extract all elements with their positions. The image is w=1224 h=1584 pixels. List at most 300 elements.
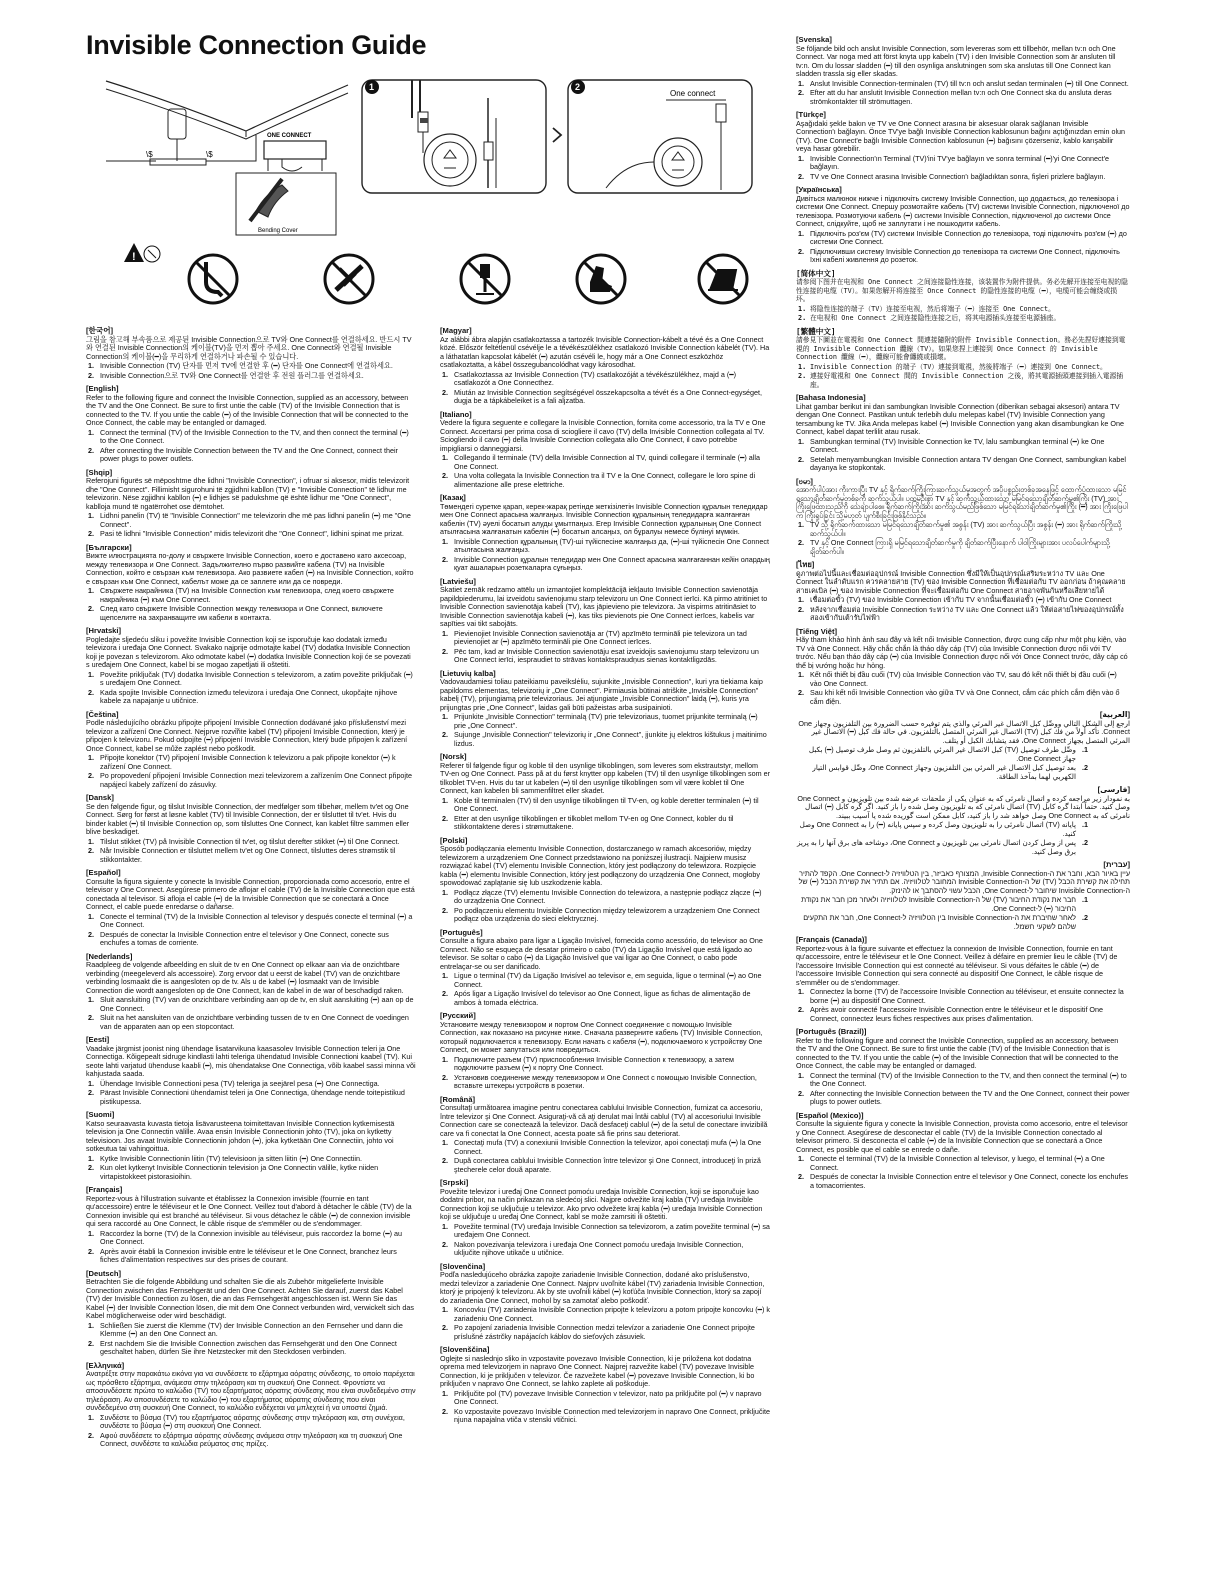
language-section <box>440 1179 770 1258</box>
language-heading: [Bahasa Indonesia] <box>796 393 866 402</box>
step-text: Connect the terminal (TV) of the Invisible Connection to the TV, and then connect the terminal (━) to the One Connect. <box>100 427 409 445</box>
step-list <box>440 1056 770 1091</box>
step-text: Prijunkite „Invisible Connection" terminalą (TV) prie televizoriaus, tuomet prijunkite terminalą (━) prie „One Connect". <box>454 712 758 730</box>
step-number: 2. <box>88 1246 94 1256</box>
language-heading: [简体中文] <box>796 268 836 278</box>
step-list <box>86 913 416 948</box>
step-item <box>440 990 770 1007</box>
language-section <box>796 1112 1130 1191</box>
step-item <box>796 596 1130 605</box>
step-item <box>440 1324 770 1341</box>
step-list <box>440 1306 770 1341</box>
step-number: 1. <box>88 1078 94 1088</box>
step-item <box>86 838 416 847</box>
step-text: Povežite priključak (TV) dodatka Invisible Connection s televizorom, a zatim povežite priključak (━) s uređajem One Connect. <box>100 669 413 687</box>
step-number: 1. <box>442 453 448 462</box>
no-pulling-icon <box>458 252 512 306</box>
text-column-3 <box>796 36 1130 1195</box>
language-heading: [עברית] <box>1103 860 1130 869</box>
step-item <box>86 530 416 539</box>
step-text: Αφού συνδέσετε το εξάρτημα αόρατης σύνδεσης ανάμεσα στην τηλεόραση και τη συσκευή One Connect, συνδέστε τα καλώδια ρεύματος στις πρίζες. <box>100 1430 403 1448</box>
step-number: 2. <box>798 171 804 181</box>
language-heading: [Norsk] <box>440 752 467 761</box>
instruction-paragraph: Aşağıdaki şekle bakın ve TV ve One Connect arasına bir aksesuar olarak sağlanan Invisible Connection'ı bağlayın. Önce TV'ye bağlı Invisible Connection kablosunun bağını açtığınızdan emin olun (TV). One Connect'e bağlı Invisible Connection kablosunun (━) bağısını çözerseniz, kablo karışabilir veya hasar görebilir. <box>796 118 1126 153</box>
step-item <box>86 1414 416 1431</box>
step-number: 1. <box>798 304 807 313</box>
step-text: Conecte el terminal (TV) de la Invisible Connection al televisor, y luego, el terminal (━) a One Connect. <box>810 1154 1105 1172</box>
step-text: Tilslut stikket (TV) på Invisible Connection til tv'et, og tilslut derefter stikket (━) til One Connect. <box>100 836 400 846</box>
step-list <box>440 972 770 1007</box>
step-text: Ühendage Invisible Connectioni pesa (TV) teleriga ja seejärel pesa (━) One Connectiga. <box>100 1078 380 1088</box>
step-item <box>86 847 416 864</box>
language-section <box>86 711 416 790</box>
instruction-paragraph: Consulte la siguiente figura y conecte la Invisible Connection, provista como accesorio, entre el televisor y One Connect. Asegúrese de desconectar el cable (TV) de la Invisible Connection conectado al televisor primero. Si desconecta el cable (━) de la Invisible Connection que se conectará a Once Connect, es posible que el cable se enrede o dañe. <box>796 1119 1128 1154</box>
step-item <box>796 173 1130 182</box>
step-number: 2. <box>442 646 448 656</box>
language-heading: [English] <box>86 384 119 393</box>
step-text: Miután az Invisible Connection segítségével összekapcsolta a tévét és a One Connect-egységet, dugja be a tápkábeleiket is a fali aljzatba. <box>454 387 763 405</box>
chevron-right-icon <box>550 125 564 145</box>
step-item <box>440 1390 770 1407</box>
language-section <box>796 478 1130 557</box>
step-number: 1. <box>442 1054 448 1064</box>
step-item <box>440 1074 770 1091</box>
step-number: 1. <box>442 1138 448 1147</box>
language-heading: [Slovenčina] <box>440 1261 486 1271</box>
step-text: חבר את נקודת החיבור (TV) של ה-Invisible Connection לטלוויזיה ולאחר מכן חבר את נקודת החיבור (━) ל-One Connect. <box>801 895 1076 913</box>
language-heading: [Shqip] <box>86 467 113 477</box>
step-item <box>86 931 416 948</box>
step-list <box>440 454 770 489</box>
step-text: Povežite terminal (TV) uređaja Invisible Connection sa televizorom, a zatim povežite terminal (━) sa uređajem One Connect. <box>454 1221 770 1239</box>
language-heading: [Español (Mexico)] <box>796 1110 864 1120</box>
step-list <box>86 838 416 865</box>
language-section <box>796 328 1130 390</box>
step-text: TV နှင့် One Connect ကြားရှိ မမြင်ရသောချိတ်ဆက်မှုကို ချိတ်ဆက်ပြီးနောက် ပါဝါကြိုးများအား ပလပ်ပေါက်များသို့ ချိတ်ဆက်ပါ။ <box>810 538 1110 556</box>
step-item <box>796 988 1130 1005</box>
step-item <box>796 1090 1130 1107</box>
step-list <box>796 1155 1130 1190</box>
step-number: 1. <box>798 1070 804 1080</box>
step-number: 2. <box>798 1005 804 1014</box>
step-number: 2. <box>798 688 804 697</box>
step-text: Invisible Connection құралының (TV)-ші түйіспесіне жалғаңыз да, (━)-ші түйіспесін One Connect атылғасына жалғаңыз. <box>454 536 769 554</box>
step-text: Conectaţi mufa (TV) a conexiunii Invisible Connection la televizor, apoi conectaţi mufa (━) la One Connect. <box>454 1138 762 1156</box>
step-text: TV သို့ ရိုက်ဆက်ထားသော မမြင်ရသောချိတ်ဆက်မှု၏ အစွန်း (TV) အား ဆက်သွယ်ပြီး အစွန်း (━) အား ရိုက်ဆက်ကြိုးသို့ ဆက်သွယ်ပါ။ <box>810 520 1122 538</box>
language-section <box>796 186 1130 265</box>
step-item <box>796 839 1090 856</box>
language-heading: [Deutsch] <box>86 1268 122 1278</box>
step-text: Koble til terminalen (TV) til den usynlige tilkoblingen til TV-en, og koble deretter terminalen (━) til One Connect. <box>454 795 759 813</box>
language-heading: [Tiếng Việt] <box>796 626 838 636</box>
step-number: 1. <box>442 628 448 638</box>
text-column-2 <box>440 327 770 1430</box>
instruction-paragraph: Vadovaudamiesi toliau pateikiamu paveikslėliu, sujunkite „Invisible Connection", kuri yra tiekiama kaip papildoms elementas, televizorių ir „One Connect". Pirmiausia būtinai atriškite „Invisible Connection" kabelį (TV), prijungiamą prie televizoriaus. Jei atjungiate „Invisible Connection" laidą (━), kuris yra prijungtas prie „One Connect", laidas gali būti pažeistas arba susipainioti. <box>440 677 763 712</box>
step-number: 1. <box>1082 895 1088 904</box>
language-section <box>796 786 1130 856</box>
step-text: After connecting the Invisible Connection between the TV and the One Connect, connect their power plugs to power outlets. <box>100 445 398 463</box>
language-section <box>440 753 770 832</box>
language-heading: [فارسی] <box>1097 785 1130 794</box>
step-item <box>796 689 1130 706</box>
step-list <box>440 1223 770 1258</box>
step-text: Après avoir connecté l'accessoire Invisible Connection entre le téléviseur et le dispositif One Connect, connectez leurs fiches respectives aux prises d'alimentation. <box>810 1005 1104 1023</box>
step-text: 将隐性连接的端子（TV）连接至电视，然后将端子（━）连接至 One Connect。 <box>810 304 1055 313</box>
step-text: หลังจากเชื่อมต่อ Invisible Connection ระหว่าง TV และ One Connect แล้ว ให้ต่อสายไฟของอุปกรณ์ทั้งสองเข้ากับเต้ารับไฟฟ้า <box>810 604 1124 622</box>
step-text: Po zapojení zariadenia Invisible Connection medzi televízor a zariadenie One Connect pripojte príslušné zástrčky napájacích káblov do sieťových zásuviek. <box>454 1323 755 1341</box>
step-list <box>440 371 770 406</box>
step-item <box>440 1223 770 1240</box>
step-number: 2. <box>88 1430 94 1440</box>
step-item <box>796 1155 1130 1172</box>
step-text: Kun olet kytkenyt Invisible Connectionin television ja One Connectin välille, kytke niiden virtapistokkeet pistorasioihin. <box>100 1163 379 1181</box>
step-item <box>796 438 1130 455</box>
step-item <box>86 1432 416 1449</box>
step-list <box>796 305 1130 323</box>
language-section <box>796 711 1130 781</box>
step-list <box>440 1139 770 1174</box>
step-item <box>796 896 1090 913</box>
step-item <box>86 372 416 381</box>
step-number: 2. <box>798 246 804 256</box>
instruction-paragraph: 請參見下圖並在電視和 One Connect 間連接隨附的附件 Invisible Connection。務必先捏好連接到電視的 Invisible Connection 纜線（TV）。如果您捏上連接到 Once Connect 的 Invisible Connection 纜線（━），纜線可能會纏繞或損壞。 <box>796 336 1126 361</box>
step-text: Connect the terminal (TV) of the Invisible Connection to the TV, and then connect the terminal (━) to the One Connect. <box>810 1070 1127 1088</box>
step-number: 1. <box>88 911 94 921</box>
step-number: 1. <box>88 1153 94 1163</box>
step-number: 2. <box>88 846 94 855</box>
step-number: 1. <box>88 995 94 1004</box>
step-number: 1. <box>798 362 807 371</box>
step-number: 2. <box>88 370 94 380</box>
step-list <box>796 80 1130 107</box>
step-text: เชื่อมต่อขั้ว (TV) ของ Invisible Connection เข้ากับ TV จากนั้นเชื่อมต่อขั้ว (━) เข้ากับ One Connect <box>810 595 1112 604</box>
step-item <box>796 746 1090 763</box>
step-text: Po propovedení připojení Invisible Connection mezi televizorem a zařízením One Connect připojte napájecí kabely zařízení do zásuvky. <box>100 771 413 789</box>
step-number: 1. <box>442 795 448 805</box>
step-text: Установив соединение между телевизором и One Connect с помощью Invisible Connection, вставьте штекеры устройств в розетки. <box>454 1072 757 1090</box>
step-number: 1. <box>88 1320 94 1330</box>
step-number: 1. <box>798 987 804 996</box>
step-number: 2. <box>798 1088 804 1098</box>
step-text: Csatlakoztassa az Invisible Connection (TV) csatlakozóját a tévékészülékhez, majd a (━) csatlakozót a One Connecthez. <box>454 369 736 387</box>
step-text: Invisible Connection으로 TV와 One Connect를 연결한 후 전원 플러그를 연결하세요. <box>100 370 364 380</box>
instruction-paragraph: Refer to the following figure and connect the Invisible Connection, supplied as an accessory, between the TV and the One Connect. Be sure to first untie the cable (TV) of the Invisible Connection that is connected to the TV. If you untie the cable (━) of the Invisible Connection that will be connected to the Once Connect, the cable may be entangled or damaged. <box>86 392 409 427</box>
step-item <box>796 305 1130 314</box>
step-item <box>86 913 416 930</box>
instruction-paragraph: Pogledajte sljedeću sliku i povežite Invisible Connection koji se isporučuje kao dodatak između televizora i uređaja One Connect. Svakako najprije odmotajte kabel (TV) dodatka Invisible Connection koji je povezan s televizorom. Ako odmotate kabel (━) dodatka Invisible Connection koji će se povezati s uređajem One Connect, kabel bi se mogao zapetljati ili oštetiti. <box>86 634 411 669</box>
step-number: 1. <box>88 753 94 762</box>
language-section <box>440 1263 770 1342</box>
step-number: 1. <box>442 712 448 721</box>
instruction-paragraph: Hãy tham khảo hình ảnh sau đây và kết nối Invisible Connection, được cung cấp như một phụ kiện, vào TV và One Connect. Hãy chắc chắn là tháo dây cáp (TV) của Invisible Connection được nối với TV trước. Nếu bạn tháo dây cáp (━) của Invisible Connection được nối với Once Connect trước, dây cáp có thể bị vướng hoặc hư hỏng. <box>796 635 1128 670</box>
language-heading: [Nederlands] <box>86 951 133 961</box>
language-heading: [Slovenščina] <box>440 1345 490 1354</box>
step-list <box>796 988 1130 1023</box>
step-item <box>86 1248 416 1265</box>
step-item <box>796 80 1130 89</box>
step-item <box>86 605 416 622</box>
step-text: Συνδέστε το βύσμα (TV) του εξαρτήματος αόρατης σύνδεσης στην τηλεόραση και, στη συνέχεια, συνδέστε το βύσμα (━) στη συσκευή One Connect. <box>100 1412 405 1430</box>
language-section <box>440 1012 770 1091</box>
step-text: Po podłączeniu elementu Invisible Connection między telewizorem a urządzeniem One Connect podłącz oba urządzenia do sieci elektrycznej. <box>454 905 760 923</box>
step-item <box>796 1072 1130 1089</box>
language-section <box>440 327 770 406</box>
instruction-paragraph: Consulte a figura abaixo para ligar a Ligação Invisível, fornecida como acessório, do televisor ao One Connect. Não se esqueça de desatar primeiro o cabo (TV) da Ligação Invisível que está ligado ao televisor. Se soltar o cabo (━) da Ligação Invisível que vai ligar ao One Connect, o cabo pode entrelaçar-se ou ser danificado. <box>440 936 763 971</box>
step-number: 2. <box>442 730 448 739</box>
step-text: Invisible Connection 的端子（TV）連接到電視，然後將端子（━）連接到 One Connect。 <box>810 362 1107 371</box>
step-item <box>796 314 1130 323</box>
language-heading: [Lietuvių kalba] <box>440 668 496 678</box>
step-list <box>796 230 1130 265</box>
language-section <box>796 628 1130 707</box>
step-item <box>440 889 770 906</box>
language-section <box>440 411 770 490</box>
connection-diagram <box>86 75 356 237</box>
step-item <box>796 764 1090 781</box>
language-heading: [Suomi] <box>86 1110 115 1119</box>
step-item <box>440 815 770 832</box>
language-heading: [Srpski] <box>440 1178 469 1187</box>
step-number: 2. <box>442 1156 448 1165</box>
step-text: Pasi të lidhni "Invisible Connection" midis televizorit dhe "One Connect", lidhini spinat me prizat. <box>100 529 404 538</box>
step-list <box>796 671 1130 706</box>
step-number: 1. <box>88 669 94 679</box>
svg-text:\$: \$ <box>206 150 213 159</box>
step-item <box>86 362 416 371</box>
step-number: 2. <box>1082 913 1088 922</box>
language-section <box>86 327 416 380</box>
no-placing-objects-icon <box>696 252 750 306</box>
step-list <box>86 1080 416 1107</box>
language-heading: [Русский] <box>440 1011 476 1020</box>
step-text: وصِّل طرف توصيل (TV) كبل الاتصال غير المرئي بالتلفزيون ثم وصل طرف توصيل (━) بكبل جهاز One Connect. <box>808 745 1076 763</box>
step-list <box>86 1414 416 1449</box>
language-section <box>86 1111 416 1181</box>
step-item <box>440 389 770 406</box>
step-text: Koncovku (TV) zariadenia Invisible Connection pripojte k televízoru a potom pripojte koncovku (━) k zariadeniu One Connect. <box>454 1305 770 1323</box>
step-text: Invisible Connection (TV) 단자를 먼저 TV에 연결한 후 (━) 단자를 One Connect에 연결하세요. <box>100 361 393 370</box>
step-item <box>440 538 770 555</box>
step1-diagram <box>360 78 548 195</box>
step-text: Após ligar a Ligação Invisível do televisor ao One Connect, ligue as fichas de alimentação de ambos à tomada eléctrica. <box>454 989 751 1007</box>
language-section <box>796 36 1130 106</box>
step-list <box>440 889 770 924</box>
instruction-paragraph: Podľa nasledujúceho obrázka zapojte zariadenie Invisible Connection, dodané ako príslušenstvo, medzi televízor a zariadenie One Connect. Najprv uvoľnite kábel (TV) zariadenia Invisible Connection, ktorý je pripojený k televízoru. Ak by ste uvoľnili kábel (━) koťúča Invisible Connection, ktorý sa zapojí do zariadenia One Connect, mohol by sa zamotať alebo poškodiť. <box>440 1270 765 1305</box>
step-number: 2. <box>442 1406 448 1416</box>
step-item <box>796 230 1130 247</box>
step-item <box>796 372 1130 389</box>
step-number: 2. <box>798 538 804 547</box>
step-list <box>796 596 1130 623</box>
language-heading: [Čeština] <box>86 709 119 719</box>
step-number: 2. <box>798 454 804 464</box>
step-text: Conecte el terminal (TV) de la Invisible Connection al televisor y después conecte el terminal (━) a One Connect. <box>100 911 413 929</box>
step-text: Invisible Connection құралын теледидар мен One Connect арасына жалғағаннан кейін олардың қуат ашаларын розеткаларға сұғыңыз. <box>454 554 770 572</box>
instruction-paragraph: Vedere la figura seguente e collegare la Invisible Connection, fornita come accessorio, tra la TV e One Connect. Accertarsi per prima cosa di sciogliere il cavo (TV) della Invisible Connection collegata al TV. Sciogliendo il cavo (━) della Invisible Connection collegata allo One Connect, il cavo potrebbe impigliarsi o danneggiarsi. <box>440 418 766 453</box>
instruction-paragraph: Katso seuraavasta kuvasta tietoja lisävarusteena toimitettavan Invisible Connection kytkemisestä television ja One Connectin välille. Avaa ensin Invisible Connectionin johto (TV), joka on kytketty televisioon. Jos avaat Invisible Connectionin johdon (━), joka kytketään One Connectiin, johto voi sotkeutua tai vahingoittua. <box>86 1118 395 1153</box>
language-section <box>796 561 1130 623</box>
step-text: Pievienojiet Invisible Connection savienotāja ar (TV) apzīmēto termināli pie televizora un tad pievienojiet ar (━) apzīmēto termināli pie One Connect ierīces. <box>454 628 747 646</box>
instruction-paragraph: Raadpleeg de volgende afbeelding en sluit de tv en One Connect op elkaar aan via de onzichtbare verbinding (meegeleverd als accessoire). Zorg ervoor dat u eerst de kabel (TV) van de onzichtbare verbinding losmaakt die is aangesloten op de tv. Als u de kabel (━) losmaakt van de Invisible Connection die wordt aangesloten op de One Connect, kan de kabel in de war of beschadigd raken. <box>86 960 404 995</box>
language-section <box>86 1036 416 1106</box>
step-item <box>440 371 770 388</box>
language-section <box>796 111 1130 181</box>
language-section <box>796 394 1130 473</box>
step-number: 2. <box>798 604 804 614</box>
step-list <box>86 362 416 380</box>
step-list <box>86 671 416 706</box>
step-text: Schließen Sie zuerst die Klemme (TV) der Invisible Connection an den Fernseher und dann die Klemme (━) an den One Connect an. <box>100 1320 403 1338</box>
language-section <box>796 270 1130 323</box>
no-stepping-icon <box>574 252 628 306</box>
step-text: Raccordez la borne (TV) de la Connexion invisible au téléviseur, puis raccordez la borne (━) au One Connect. <box>100 1228 402 1246</box>
one-connect-box-label: One connect <box>670 89 716 98</box>
step-number: 1. <box>442 1221 448 1231</box>
step-item <box>440 472 770 489</box>
step-list <box>86 512 416 539</box>
step-text: Erst nachdem Sie die Invisible Connection zwischen das Fernsehgerät und den One Connect geschaltet haben, dürfen Sie ihre Netzstecker mit den Steckdosen verbinden. <box>100 1338 397 1356</box>
step-text: Ko vzpostavite povezavo Invisible Connection med televizorjem in napravo One Connect, priključite njuna napajalna vtiča v stenski vtičnici. <box>454 1406 771 1424</box>
step-list <box>796 155 1130 182</box>
step-item <box>796 914 1090 931</box>
step-number: 2. <box>442 1323 448 1332</box>
step-list <box>440 713 770 748</box>
step-number: 2. <box>798 314 807 322</box>
step-item <box>86 1014 416 1031</box>
step-text: Sambungkan terminal (TV) Invisible Connection ke TV, lalu sambungkan terminal (━) ke One Connect. <box>810 436 1105 454</box>
step-item <box>796 539 1130 556</box>
step-text: Etter at den usynlige tilkoblingen er tilkoblet mellom TV-en og One Connect, kobler du til stikkontaktene deres i strømuttakene. <box>454 813 734 831</box>
language-heading: [Eesti] <box>86 1035 110 1044</box>
step-item <box>86 1322 416 1339</box>
step-text: Ligue o terminal (TV) da Ligação Invisível ao televisor e, em seguida, ligue o terminal (━) ao One Connect. <box>454 971 762 989</box>
language-heading: [Français] <box>86 1185 123 1194</box>
step2-diagram <box>566 78 754 195</box>
step-item <box>86 1340 416 1357</box>
step-item <box>796 363 1130 372</box>
step-number: 1. <box>442 971 448 980</box>
step-text: Připojte konektor (TV) připojení Invisible Connection k televizoru a pak připojte konektor (━) k zařízení One Connect. <box>100 753 396 771</box>
warning-icon <box>122 240 162 268</box>
step-number: 1. <box>442 887 448 897</box>
step-number: 1. <box>442 536 448 546</box>
step-item <box>86 429 416 446</box>
language-heading: [Türkçe] <box>796 110 826 119</box>
step-list <box>86 1155 416 1182</box>
language-heading: [Казақ] <box>440 493 466 502</box>
step-number: 1. <box>88 361 94 370</box>
step-number: 2. <box>88 529 94 538</box>
step-text: Sau khi kết nối Invisible Connection vào giữa TV và One Connect, cắm các phích cắm điện vào ổ cắm điện. <box>810 688 1120 706</box>
step-text: Collegando il terminale (TV) della Invisible Connection al TV, quindi collegare il terminale (━) alla One Connect. <box>454 453 760 471</box>
language-heading: [Dansk] <box>86 793 114 802</box>
step-list <box>796 1072 1130 1107</box>
step-number: 2. <box>442 1072 448 1082</box>
step-text: După conectarea cablului Invisible Connection între televizor şi One Connect, introduceţi în priză ştecherele celor două aparate. <box>454 1156 761 1174</box>
step-list <box>796 363 1130 390</box>
instruction-paragraph: Sposób podłączania elementu Invisible Connection, dostarczanego w ramach akcesoriów, między telewizorem a urządzeniem One Connect przedstawiono na poniższej ilustracji. Najpierw musisz rozwiązać kabel (TV) elementu Invisible Connection, który jest podłączony do telewizora. Rozpięcie kabla (━) elementu Invisible Connection, który jest podłączony do urządzenia One Connect, mogłoby spowodować zaplątanie się lub uszkodzenie kabla. <box>440 844 760 887</box>
step-number: 2. <box>88 1013 94 1022</box>
step-list <box>796 821 1130 856</box>
step-text: Después de conectar la Invisible Connection entre el televisor y One Connect, conecte los enchufes a tomacorrientes. <box>810 1172 1129 1190</box>
step-number: 2. <box>442 813 448 823</box>
step-list <box>86 1322 416 1357</box>
language-section <box>440 670 770 749</box>
language-section <box>440 578 770 665</box>
instruction-paragraph: Дивіться малюнок нижче і підключіть систему Invisible Connection, що додається, до телевізора і системи One Connect. Спершу розмотайте кабель (TV) системи Invisible Connection, підключеної до телевізора. Розмотуючи кабель (━) системи Invisible Connection, підключеної до системи Once Connect, слідкуйте, щоб не заплутати і не пошкодити кабель. <box>796 193 1130 228</box>
instruction-paragraph: အောက်ပါပုံအား ကိုးကားပြီး TV နှင့် ရိုက်ဆက်ကြိုးကြားဆက်သွယ်မှုအတွက် အပိုပစ္စည်းတစ်ခုအနေဖြင့် ထောက်ပံ့ထားသော မမြင်ရသောချိတ်ဆက်မှုတစ်ခုကို ဆက်သွယ်ပါ။ ပထမဦးစွာ TV နှင့် ဆက်သွယ်ထားသော မမြင်ရသောချိတ်ဆက်မှု၏ကြိုး (TV) အား ကြိုးဖြေထားသည်ကို သေချာပါစေ။ ရိုက်ဆက်ကြိုးအား ဆက်သွယ်မည်ဖြစ်သော မမြင်ရသောချိတ်ဆက်မှု၏ကြိုး (━) အား ကြိုးဖြေပါက ကြိုးရှုပ်ခြင်း သို့မဟုတ် ပျက်စီးခြင်းဖြစ်နိုင်သည်။ <box>796 485 1128 520</box>
step-number: 1. <box>88 836 94 846</box>
step-text: Підключіть роз'єм (TV) системи Invisible Connection до телевізора, тоді підключіть роз'єм (━) до системи One Connect. <box>810 228 1127 246</box>
step-number: 2. <box>442 554 448 564</box>
instruction-paragraph: עיין באיור הבא, וחבר את ה-Invisible Connection, המצורף כאביזר, בין הטלוויזיה ל-One Connect. הקפד להתיר תחילה את קשירת הכבל (TV) של ה-Invisible Connection המחובר לטלוויזיה. אם תתיר את קשירת הכבל (━) של ה-Invisible Connection שיחובר ל-One Connect, הכבל עשוי להסתבך או להינזק. <box>798 868 1130 895</box>
instruction-paragraph: Referojuni figurës së mëposhtme dhe lidhni "Invisible Connection", i ofruar si aksesor, midis televizorit dhe "One Connect". Fillimisht sigurohuni të zgjidhni kabllon (TV) e "Invisible Connection" të lidhur me televizorin. Nëse zgjidhni kabllon (━) e lidhjes së padukshme që është lidhur me "One Connect", kablloja mund të ngatërrohet ose dëmtohet. <box>86 476 410 511</box>
step-number: 1. <box>1082 820 1088 829</box>
language-heading: [Italiano] <box>440 409 472 419</box>
step-text: Pēc tam, kad ar Invisible Connection savienotāju esat izveidojis savienojumu starp televizoru un One Connect ierīci, iespraudiet to strāvas kontaktspraudņus sienas kontaktligzdās. <box>454 646 759 664</box>
step-number: 2. <box>88 687 94 697</box>
step-item <box>796 521 1130 538</box>
step-number: 2. <box>88 929 94 939</box>
language-section <box>86 869 416 948</box>
language-heading: [Svenska] <box>796 35 832 44</box>
language-heading: [ไทย] <box>796 560 815 569</box>
language-section <box>796 1028 1130 1107</box>
step-text: 在电视和 One Connect 之间连接隐性连接之后，将其电源插头连接至电源插座。 <box>810 314 1061 322</box>
no-cutting-icon <box>322 252 376 306</box>
language-heading: [Hrvatski] <box>86 626 122 635</box>
step-text: پایانه (TV) اتصال نامرئی را به تلویزیون وصل کرده و سپس پایانه (━) را به One Connect وصل کنید. <box>799 820 1076 838</box>
step-number: 1. <box>88 586 94 595</box>
step-item <box>440 972 770 989</box>
step-item <box>86 1230 416 1247</box>
language-section <box>440 494 770 573</box>
step-number: 1. <box>798 520 804 529</box>
svg-text:\$: \$ <box>146 150 153 159</box>
instruction-paragraph: Betrachten Sie die folgende Abbildung und schalten Sie die als Zubehör mitgelieferte Invisible Connection zwischen das Fernsehgerät und den One Connect. Achten Sie darauf, zuerst das Kabel (TV) der Invisible Connection zu lösen, die an das Fernsehgerät angeschlossen ist. Wenn Sie das Kabel (━) der Invisible Connection lösen, die mit dem One Connect verbunden wird, verwickelt sich das Kabel möglicherweise oder wird beschädigt. <box>86 1277 414 1320</box>
language-heading: [Español] <box>86 868 121 877</box>
step-text: 連接好電視和 One Connect 間的 Invisible Connection 之後，將其電源插頭連接到插入電源插座。 <box>810 372 1124 389</box>
instruction-paragraph: Consulte la figura siguiente y conecte la Invisible Connection, proporcionada como accesorio, entre el televisor y One Connect. Asegúrese primero de aflojar el cable (TV) de la Invisible Connection que está conectada al televisor. Si afloja el cable (━) de la Invisible Connection que se conectará a Once Connect, el cable puede enredarse o dañarse. <box>86 876 415 911</box>
step-list <box>440 1390 770 1425</box>
step-number: 2. <box>442 471 448 480</box>
step-number: 1. <box>88 1228 94 1238</box>
language-heading: [Português (Brazil)] <box>796 1027 867 1036</box>
language-heading: [Polski] <box>440 835 468 845</box>
step-text: Pärast Invisible Connectioni ühendamist teleri ja One Connectiga, ühendage nende toitepistikud pistikupessa. <box>100 1088 405 1106</box>
step-text: پس از وصل کردن اتصال نامرئی بین تلویزیون و One Connect، دوشاخه های برق آنها را به پریز برق وصل کنید. <box>796 838 1076 856</box>
language-heading: [Français (Canada)] <box>796 935 867 944</box>
step-text: Kết nối thiết bị đầu cuối (TV) của Invisible Connection vào TV, sau đó kết nối thiết bị đầu cuối (━) vào One Connect. <box>810 670 1117 688</box>
step-number: 2. <box>442 989 448 998</box>
step-text: Sluit na het aansluiten van de onzichtbare verbinding tussen de tv en One Connect de voedingen van de apparaten aan op een stopcontact. <box>100 1013 409 1031</box>
step-text: Lidhni panelin (TV) të "Invisible Connection" me televizorin dhe më pas lidhni panelin (━) me "One Connect". <box>100 511 411 529</box>
instruction-paragraph: Refer to the following figure and connect the Invisible Connection, supplied as an accessory, between the TV and the One Connect. Be sure to first untie the cable (TV) of the Invisible Connection that is connected to the TV. If you untie the cable (━) of the Invisible Connection that will be connected to the Once Connect, the cable may be entangled or damaged. <box>796 1035 1119 1070</box>
step-number: 1. <box>88 511 94 520</box>
instruction-paragraph: Ανατρέξτε στην παρακάτω εικόνα για να συνδέσετε το εξάρτημα αόρατης σύνδεσης, το οποίο παρέχεται ως πρόσθετο εξάρτημα, ανάμεσα στην τηλεόραση και τη συσκευή One Connect. Φροντίστε να αποσυνδέσετε πρώτα το καλώδιο (TV) του εξαρτήματος αόρατης σύνδεσης που είναι συνδεδεμένο στην τηλεόραση. Αν αποσυνδέσετε το καλώδιο (━) του εξαρτήματος αόρατης σύνδεσης που είναι συνδεδεμένο στη συσκευή One Connect, το καλώδιο ενδέχεται να μπλεχτεί ή να υποστεί ζημιά. <box>86 1369 416 1412</box>
language-section <box>86 469 416 539</box>
instruction-paragraph: Reportez-vous à la figure suivante et effectuez la connexion de Invisible Connection, fournie en tant qu'accessoire, entre le téléviseur et le One Connect. Veillez à défaire en premier lieu le câble (TV) de l'accessoire Invisible Connection qui est connecté au téléviseur. Si vous défaites le câble (━) de l'accessoire Invisible Connection qui sera connecté au dispositif One Connect, le câble risque de s'emmêler ou de s'endommager. <box>796 943 1118 987</box>
step-item <box>86 772 416 789</box>
step-item <box>440 797 770 814</box>
step-item <box>440 1306 770 1323</box>
step-list <box>796 438 1130 473</box>
step-item <box>440 1139 770 1156</box>
language-section <box>86 953 416 1032</box>
step-number: 2. <box>798 1172 804 1181</box>
language-heading: [Ελληνικά] <box>86 1360 125 1370</box>
step-number: 2. <box>798 88 804 97</box>
